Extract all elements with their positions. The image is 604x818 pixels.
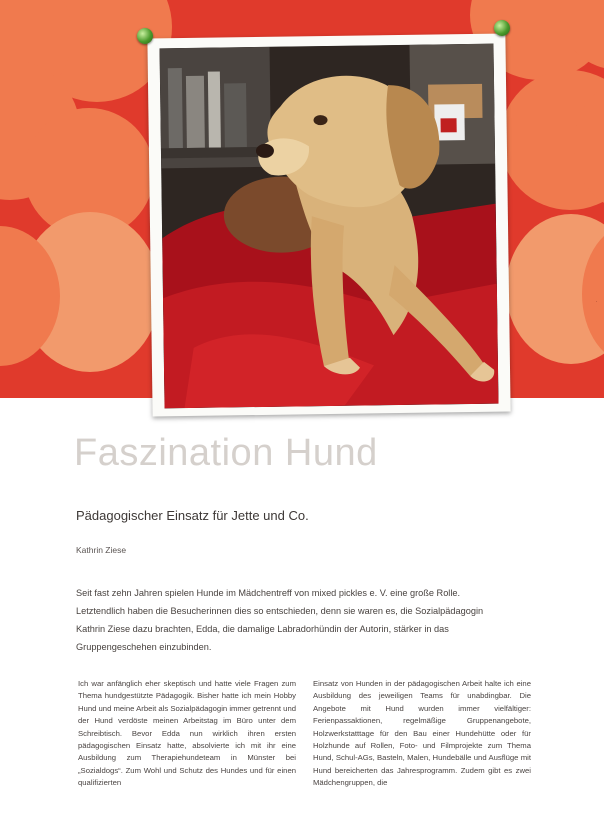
pin-icon <box>137 28 153 44</box>
article-intro: Seit fast zehn Jahren spielen Hunde im Mädchentreff von mixed pickles e. V. eine große Rolle. Letztendlich haben die Besucherinnen dies so entschieden, denn sie waren es, die Sozialpädagogin Kathrin Ziese dazu brachten, Edda, die damalige Labradorhündin der Autorin, stärker in das Gruppengeschehen einzubinden. <box>76 588 484 652</box>
body-column-left: Ich war anfänglich eher skeptisch und hatte viele Fragen zum Thema hundgestützte Pädagogik. Bisher hatte ich mein Hobby Hund und meine Arbeit als Sozialpädagogin immer getrennt und der Hund verdöste meinen Arbeitstag im Büro unter dem Schreibtisch. Bevor Edda nun wirklich ihren ersten pädagogischen Einsatz hatte, absolvierte ich mit ihr eine Ausbildung zum Therapiehundeteam in Münster bei „Sozialdogs“. Zum Wohl und Schutz des Hundes und für einen qualifizierten <box>78 679 296 788</box>
photo-credit-mark: · <box>594 300 600 303</box>
article-subtitle: Pädagogischer Einsatz für Jette und Co. <box>76 508 309 523</box>
article-title: Faszination Hund <box>74 432 378 474</box>
article-author: Kathrin Ziese <box>76 545 127 555</box>
dog-photo-illustration <box>160 44 499 409</box>
body-column-right: Einsatz von Hunden in der pädagogischen Arbeit halte ich eine Ausbildung des jeweiligen Teams für unabdingbar. Die Angebote mit Hund wurden immer vielfältiger: Ferienpassaktionen, regelmäßige Gruppenangebote, Holzwerkstatttage für den Bau einer Hundehütte oder für Holzhunde auf Rollen, Foto- und Filmprojekte zum Thema Hund, Schul-AGs, Basteln, Malen, Hundebälle und Ausflüge mit Hund bereicherten das Jahresprogramm. Zudem gibt es zwei Mädchengruppen, die <box>313 679 531 788</box>
dog-photo <box>160 44 499 409</box>
pin-icon <box>494 20 510 36</box>
photo-frame <box>147 34 510 417</box>
